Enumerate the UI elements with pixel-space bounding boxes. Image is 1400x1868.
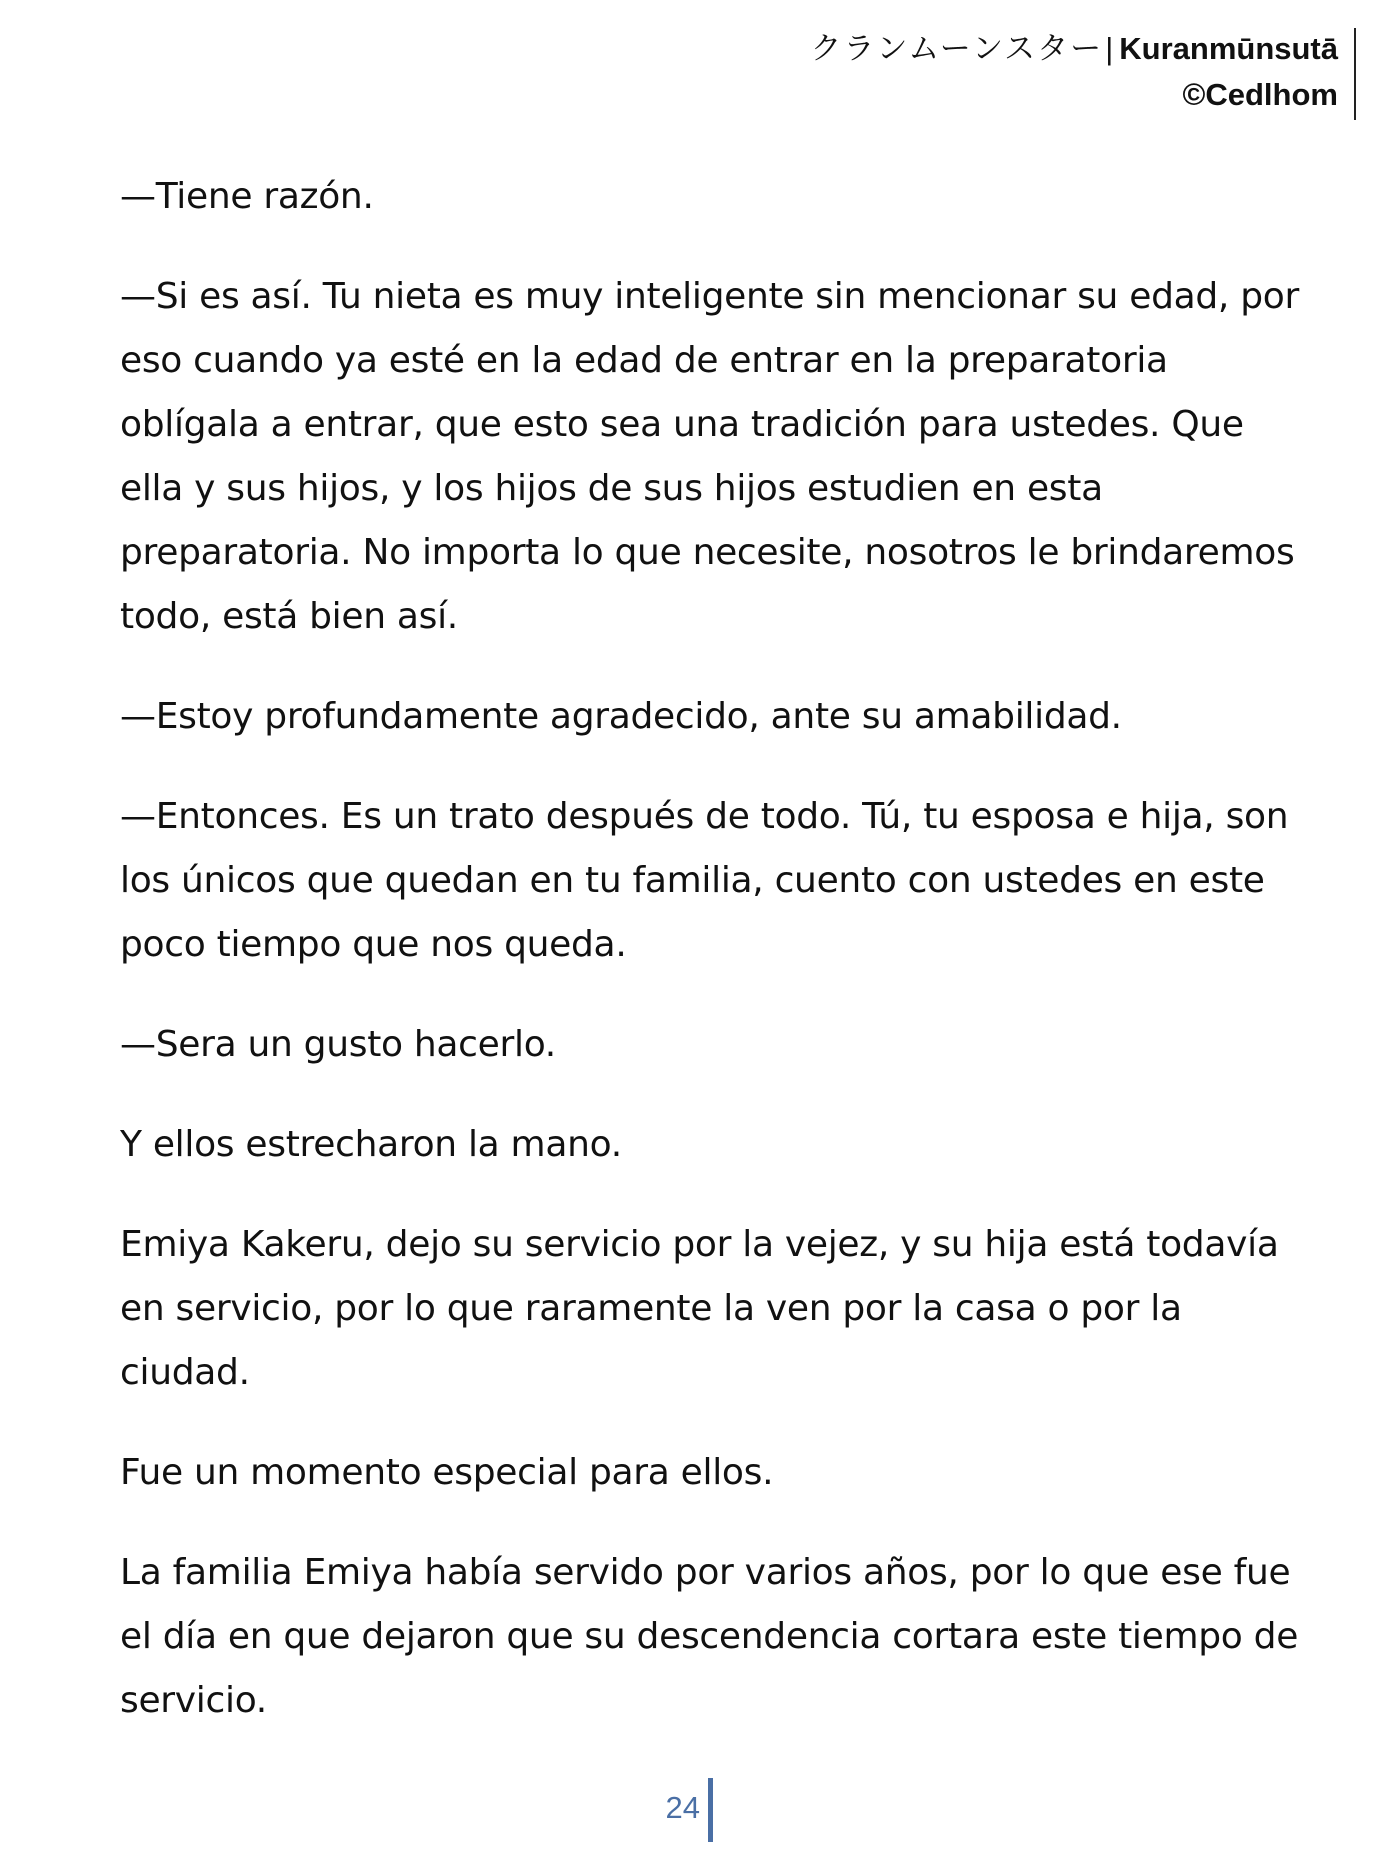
header-title-japanese: クランムーンスター <box>810 31 1104 67</box>
header-vertical-rule <box>1354 28 1356 120</box>
page-header <box>456 26 1356 122</box>
paragraph-9: La familia Emiya había servido por varios años, por lo que ese fue el día en que dejaron que su descendencia cortara este tiempo de servicio. <box>120 1552 1299 1721</box>
header-separator: | <box>1105 31 1114 66</box>
header-copyright: ©Cedlhom <box>1182 77 1338 112</box>
page-number: 24 <box>665 1790 700 1825</box>
header-title-line <box>811 26 1338 72</box>
paragraph-7: Emiya Kakeru, dejo su servicio por la vejez, y su hija está todavía en servicio, por lo que raramente la ven por la casa o por la ciudad. <box>120 1224 1279 1393</box>
header-text-block <box>811 26 1338 118</box>
page-footer <box>0 1778 1400 1848</box>
paragraph-2: —Si es así. Tu nieta es muy inteligente sin mencionar su edad, por eso cuando ya esté en la edad de entrar en la preparatoria oblígala a entrar, que esto sea una tradición para ustedes. Que ella y sus hijos, y los hijos de sus hijos estudien en esta preparatoria. No importa lo que necesite, nosotros le brindaremos todo, está bien así. <box>120 276 1299 637</box>
paragraph-6: Y ellos estrecharon la mano. <box>120 1124 622 1165</box>
paragraph-5: —Sera un gusto hacerlo. <box>120 1024 556 1065</box>
paragraph-8: Fue un momento especial para ellos. <box>120 1452 774 1493</box>
paragraph-1: —Tiene razón. <box>120 176 374 217</box>
paragraph-3: —Estoy profundamente agradecido, ante su amabilidad. <box>120 696 1122 737</box>
header-title-romaji: Kuranmūnsutā <box>1119 31 1338 66</box>
page-body <box>120 165 1300 1769</box>
paragraph-4: —Entonces. Es un trato después de todo. Tú, tu esposa e hija, son los únicos que quedan en tu familia, cuento con ustedes en este poco tiempo que nos queda. <box>120 796 1289 965</box>
page-number-bar <box>708 1778 713 1842</box>
